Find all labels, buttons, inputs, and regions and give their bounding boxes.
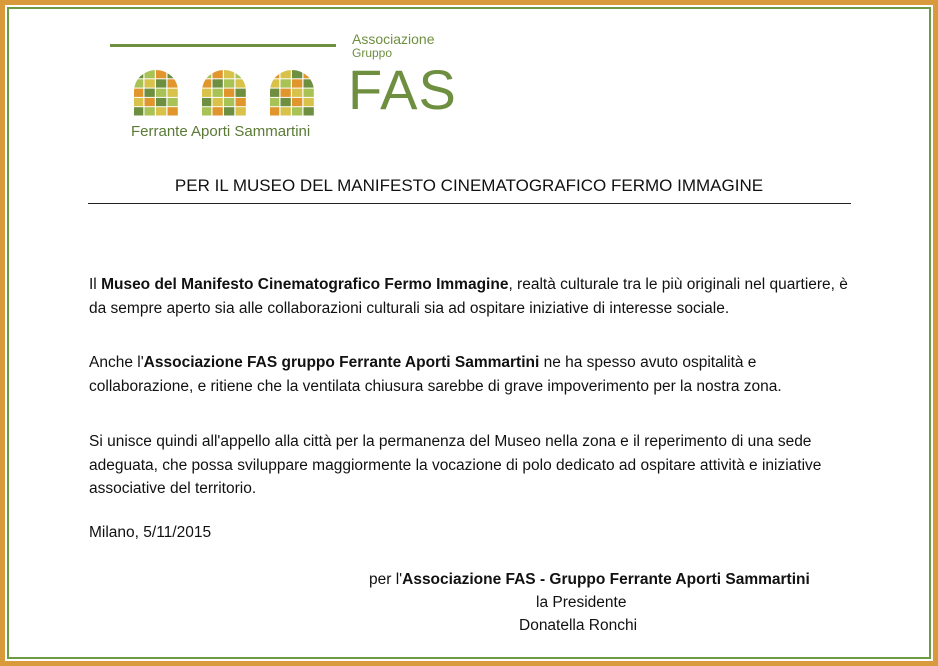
mosaic-tile: [304, 107, 314, 115]
mosaic-tile: [133, 89, 143, 97]
mosaic-tile: [236, 107, 246, 115]
mosaic-tile: [168, 98, 178, 106]
mosaic-tile: [213, 107, 223, 115]
mosaic-tile: [145, 98, 155, 106]
mosaic-tile: [133, 70, 143, 78]
mosaic-tile: [201, 89, 211, 97]
mosaic-tile: [236, 98, 246, 106]
mosaic-tile: [269, 107, 279, 115]
mosaic-tile: [224, 89, 234, 97]
mosaic-tile: [269, 89, 279, 97]
mosaic-tile: [292, 70, 302, 78]
arch-mosaic-icon: [133, 70, 179, 116]
mosaic-tile: [156, 79, 166, 87]
logo-association-label: Associazione: [352, 31, 435, 47]
mosaic-tile: [281, 70, 291, 78]
mosaic-tile: [145, 89, 155, 97]
mosaic-tile: [236, 70, 246, 78]
arch-mosaic-icon: [269, 70, 315, 116]
mosaic-tile: [201, 98, 211, 106]
mosaic-tile: [292, 98, 302, 106]
mosaic-tile: [168, 79, 178, 87]
mosaic-tile: [281, 89, 291, 97]
mosaic-tile: [281, 98, 291, 106]
mosaic-tile: [281, 79, 291, 87]
logo-group-label: Gruppo: [352, 46, 393, 60]
mosaic-tile: [292, 89, 302, 97]
mosaic-tile: [168, 70, 178, 78]
mosaic-tile: [269, 98, 279, 106]
mosaic-tile: [133, 107, 143, 115]
mosaic-tile: [292, 107, 302, 115]
paragraph-2: Anche l'Associazione FAS gruppo Ferrante Aporti Sammartini ne ha spesso avuto ospitalità e collaborazione, e ritiene che la ventilata chiusura sarebbe di grave impoverimento per la nostra zona.: [89, 354, 782, 395]
paragraph-3: Si unisce quindi all'appello alla città per la permanenza del Museo nella zona e il reperimento di una sede adeguata, che possa sviluppare maggiormente la vocazione di polo dedicato ad ospitare attività e iniziative associative del territorio.: [89, 433, 822, 497]
mosaic-tile: [304, 98, 314, 106]
mosaic-tile: [133, 98, 143, 106]
mosaic-tile: [156, 107, 166, 115]
mosaic-tile: [213, 79, 223, 87]
association-name: Associazione FAS gruppo Ferrante Aporti Sammartini: [143, 354, 540, 371]
mosaic-tile: [213, 98, 223, 106]
mosaic-tile: [168, 107, 178, 115]
mosaic-tile: [213, 89, 223, 97]
museum-name: Museo del Manifesto Cinematografico Fermo Immagine: [101, 276, 509, 293]
mosaic-tile: [201, 70, 211, 78]
signature-role: la Presidente: [536, 594, 627, 611]
mosaic-tile: [201, 79, 211, 87]
mosaic-tile: [168, 89, 178, 97]
arch-mosaic-icon: [201, 70, 247, 116]
mosaic-tile: [213, 70, 223, 78]
mosaic-tile: [145, 79, 155, 87]
mosaic-tile: [156, 98, 166, 106]
mosaic-tile: [304, 89, 314, 97]
signature-association: per l'Associazione FAS - Gruppo Ferrante Aporti Sammartini: [369, 571, 810, 588]
mosaic-tile: [156, 89, 166, 97]
mosaic-tile: [281, 107, 291, 115]
date-line: Milano, 5/11/2015: [89, 524, 212, 541]
mosaic-tile: [133, 79, 143, 87]
mosaic-tile: [224, 70, 234, 78]
title-underline: [88, 203, 851, 204]
mosaic-tile: [269, 79, 279, 87]
mosaic-tile: [156, 70, 166, 78]
mosaic-tile: [236, 79, 246, 87]
mosaic-tile: [304, 79, 314, 87]
document-title: PER IL MUSEO DEL MANIFESTO CINEMATOGRAFICO FERMO IMMAGINE: [174, 176, 764, 195]
mosaic-tile: [224, 107, 234, 115]
mosaic-tile: [304, 70, 314, 78]
logo-subtitle: Ferrante Aporti Sammartini: [131, 123, 311, 140]
mosaic-tile: [224, 98, 234, 106]
signature-name: Donatella Ronchi: [519, 617, 638, 634]
logo-acronym: FAS: [348, 58, 457, 121]
mosaic-tile: [224, 79, 234, 87]
mosaic-tile: [201, 107, 211, 115]
mosaic-tile: [145, 107, 155, 115]
logo-rule: [110, 44, 336, 47]
mosaic-tile: [292, 79, 302, 87]
paragraph-1: Il Museo del Manifesto Cinematografico Fermo Immagine, realtà culturale tra le più originali nel quartiere, è da sempre aperto sia alle collaborazioni culturali sia ad ospitare iniziative di interesse sociale.: [89, 276, 848, 317]
mosaic-tile: [145, 70, 155, 78]
mosaic-tile: [236, 89, 246, 97]
mosaic-tile: [269, 70, 279, 78]
